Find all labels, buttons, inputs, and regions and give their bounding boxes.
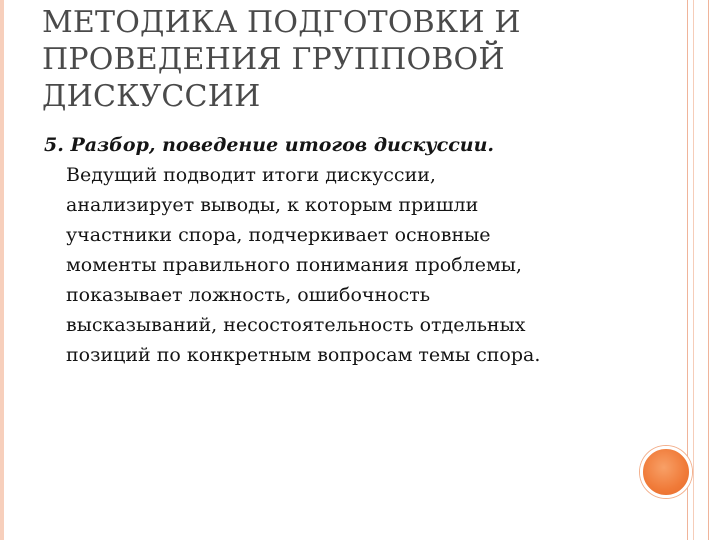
orange-circle-decoration xyxy=(640,446,692,498)
left-border-decoration xyxy=(0,0,4,540)
slide-title: МЕТОДИКА ПОДГОТОВКИ И ПРОВЕДЕНИЯ ГРУППОВОЙ ДИСКУССИИ xyxy=(42,5,521,114)
right-frame-inner-line xyxy=(693,0,694,540)
section-body-text: Ведущий подводит итоги дискуссии, анализирует выводы, к которым пришли участники спора, подчеркивает основные моменты правильного понимания проблемы, показывает ложность, ошибочность высказываний, несостоятельность отдельных позиций по конкретным вопросам темы спора. xyxy=(66,164,541,366)
right-frame-decoration xyxy=(687,0,709,540)
slide-content xyxy=(44,130,624,370)
section-heading: 5. Разбор, поведение итогов дискуссии. xyxy=(44,134,495,156)
